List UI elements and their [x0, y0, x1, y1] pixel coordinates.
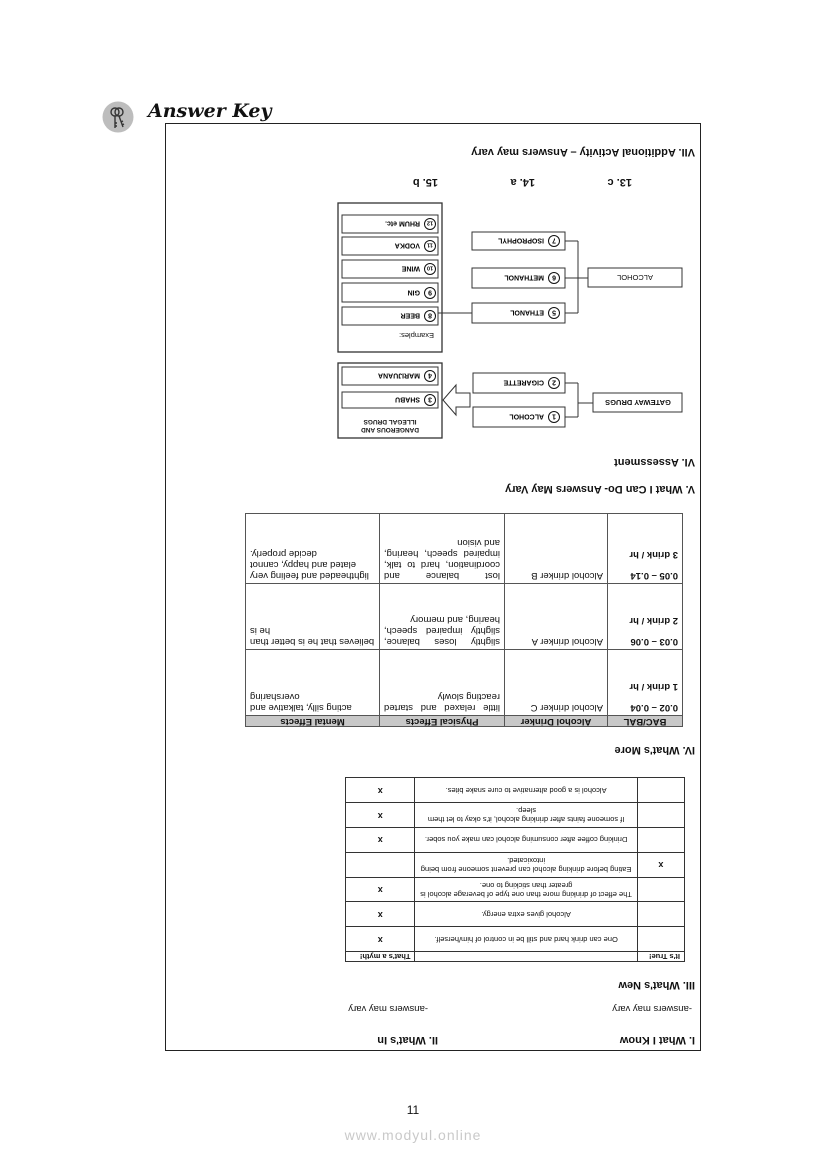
item-number: 9	[428, 288, 432, 296]
effects-row	[246, 514, 683, 584]
answer-whats-in: -answers may vary	[348, 1003, 428, 1014]
drink-rate: 1 drink / hr	[629, 681, 678, 692]
statement: Alcohol is a good alternative to cure snake bites.	[415, 778, 637, 803]
drink-rate: 3 drink / hr	[629, 549, 678, 560]
drinker-cell: Alcohol drinker A	[505, 584, 608, 650]
item-label: BEER	[400, 311, 420, 319]
myth-row	[346, 852, 685, 877]
item-label: SHABU	[395, 395, 420, 403]
myth-row	[346, 877, 685, 902]
myth-mark	[346, 852, 415, 877]
header-its-true: It's True!	[637, 952, 684, 962]
myth-row	[346, 803, 685, 828]
arrow-icon	[443, 385, 470, 415]
section-whats-new: III. What's New	[618, 979, 695, 991]
item-label: VODKA	[394, 241, 420, 249]
item-number: 1	[552, 412, 556, 420]
item-number: 5	[552, 308, 556, 316]
true-mark	[637, 778, 684, 803]
item-number: 2	[552, 378, 556, 386]
mental-cell: lightheaded and feeling very elated and happy, cannot decide properly.	[246, 514, 380, 584]
bac-cell	[608, 650, 683, 716]
true-mark	[637, 828, 684, 853]
item-label: CIGARETTE	[503, 378, 544, 386]
item-number: 7	[552, 236, 556, 244]
page-title: Answer Key	[148, 100, 272, 122]
myth-row	[346, 778, 685, 803]
item-label: ETHANOL	[510, 308, 544, 316]
item-number: 11	[427, 241, 433, 248]
section-whats-more: IV. What's More	[614, 744, 695, 756]
drinker-cell: Alcohol drinker C	[505, 650, 608, 716]
drug-diagram	[330, 200, 700, 440]
answer-13: 13. c	[607, 176, 632, 188]
section-additional-activity: VII. Additional Activity – Answers may vary	[471, 146, 695, 158]
drinker-cell: Alcohol drinker B	[505, 514, 608, 584]
myth-mark: x	[346, 877, 415, 902]
effects-table	[245, 513, 683, 727]
item-number: 3	[428, 395, 432, 403]
watermark: www.modyul.online	[344, 1127, 482, 1143]
physical-cell: little relaxed and started reacting slowly	[380, 650, 505, 716]
statement: The effect of drinking more than one type of beverage alcohol is greater than sticking to one.	[415, 877, 637, 902]
section-whats-in: II. What's In	[377, 1034, 438, 1046]
physical-cell: slightly loses balance, slightly impaired speech, hearing, and memory	[380, 584, 505, 650]
true-mark	[637, 902, 684, 927]
item-number: 10	[426, 264, 434, 271]
header-physical: Physical Effects	[380, 716, 505, 727]
section-what-i-know: I. What I Know	[619, 1034, 695, 1046]
myth-table	[345, 777, 685, 962]
item-label: METHANOL	[504, 273, 544, 281]
bac-value: 0.03 – 0.06	[630, 636, 678, 647]
myth-mark: x	[346, 902, 415, 927]
statement: Drinking coffee after consuming alcohol can make you sober.	[415, 828, 637, 853]
item-number: 8	[428, 311, 432, 319]
myth-row	[346, 902, 685, 927]
answer-what-i-know: -answers may vary	[612, 1003, 692, 1014]
item-number: 4	[428, 371, 432, 379]
bac-cell	[608, 584, 683, 650]
keys-icon	[102, 101, 134, 133]
bac-value: 0.02 – 0.04	[630, 702, 678, 713]
header-thats-a-myth: That's a myth!	[346, 952, 415, 962]
item-label: WINE	[401, 264, 420, 272]
answer-key-box	[165, 123, 701, 1051]
header-statement	[415, 952, 637, 962]
section-assessment: VI. Assessment	[614, 456, 695, 468]
mental-cell: acting silly, talkative and oversharing	[246, 650, 380, 716]
header-mental: Mental Effects	[246, 716, 380, 727]
statement: Eating before drinking alcohol can prevent someone from being intoxicated.	[415, 852, 637, 877]
item-label: ISOPROPHYL	[498, 236, 544, 244]
statement: Alcohol gives extra energy.	[415, 902, 637, 927]
true-mark	[637, 803, 684, 828]
gateway-label: GATEWAY DRUGS	[605, 398, 671, 407]
true-mark	[637, 927, 684, 952]
myth-mark: x	[346, 778, 415, 803]
examples-label: Examples:	[398, 331, 434, 340]
statement: If someone faints after drinking alcohol, it's okay to let them sleep.	[415, 803, 637, 828]
dangerous-title: DANGEROUS AND	[361, 426, 419, 433]
true-mark	[637, 877, 684, 902]
item-label: ALCOHOL	[509, 412, 544, 420]
item-label: GIN	[407, 288, 420, 296]
myth-mark: x	[346, 828, 415, 853]
bac-value: 0.05 – 0.14	[630, 570, 678, 581]
effects-row	[246, 650, 683, 716]
bac-cell	[608, 514, 683, 584]
myth-row	[346, 828, 685, 853]
page-number: 11	[406, 1103, 420, 1117]
physical-cell: lost balance and coordination, hard to talk, impaired speech, hearing, and vision	[380, 514, 505, 584]
item-number: 12	[426, 219, 434, 226]
effects-row	[246, 584, 683, 650]
mental-cell: believes that he is better than he is	[246, 584, 380, 650]
statement: One can drink hard and still be in control of him/herself.	[415, 927, 637, 952]
dangerous-title-2: ILLEGAL DRUGS	[363, 418, 417, 425]
myth-row	[346, 927, 685, 952]
section-what-i-can-do: V. What I Can Do- Answers May Vary	[505, 483, 695, 495]
alcohol-label: ALCOHOL	[617, 273, 653, 282]
header-bac: BAC/BAL	[608, 716, 683, 727]
myth-mark: x	[346, 927, 415, 952]
true-mark: x	[637, 852, 684, 877]
item-label: RHUM etc.	[384, 219, 420, 227]
drink-rate: 2 drink / hr	[629, 615, 678, 626]
item-label: MARIJUANA	[378, 371, 420, 379]
item-number: 6	[552, 273, 556, 281]
myth-mark: x	[346, 803, 415, 828]
answer-15: 15. b	[412, 176, 438, 188]
header-drinker: Alcohol Drinker	[505, 716, 608, 727]
answer-14: 14. a	[510, 176, 535, 188]
